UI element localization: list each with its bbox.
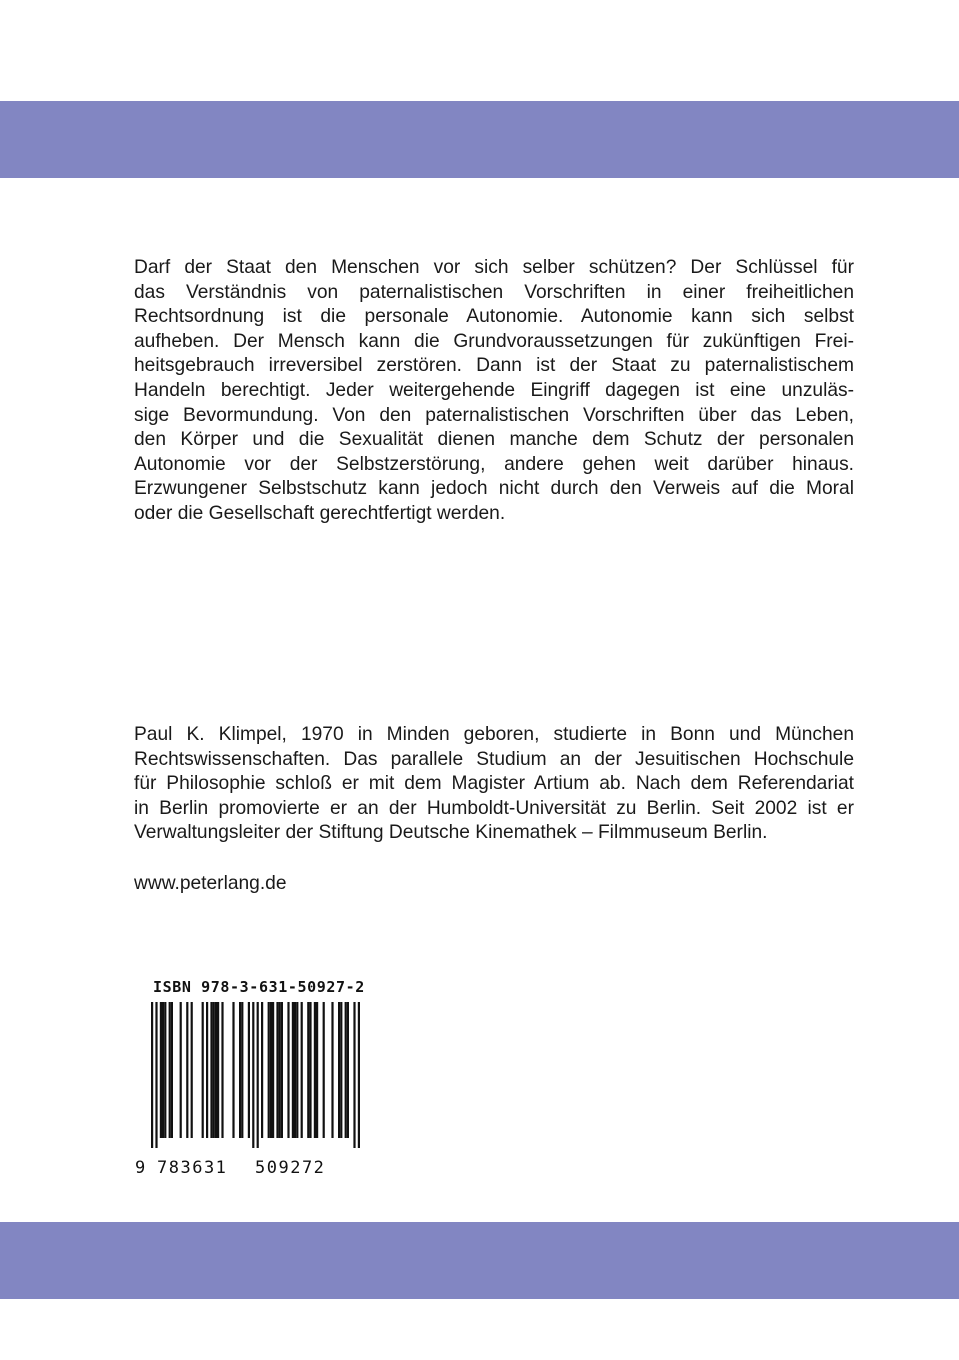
author-line: Rechtswissenschaften. Das parallele Studium an der Jesuitischen Hochschule — [134, 748, 854, 770]
barcode-bar — [162, 1002, 164, 1138]
barcode-bar — [316, 1002, 318, 1138]
barcode-bar — [268, 1002, 270, 1138]
barcode-bar — [155, 1002, 157, 1148]
blurb-line: Handeln berechtigt. Jeder weitergehende Eingriff dagegen ist eine unzuläs- — [134, 379, 854, 401]
blurb-line: das Verständnis von paternalistischen Vorschriften in einer freiheitlichen — [134, 281, 854, 303]
barcode-bar — [272, 1002, 274, 1138]
isbn-label: ISBN 978-3-631-50927-2 — [153, 978, 365, 996]
barcode-bar — [257, 1002, 259, 1148]
barcode-bar — [347, 1002, 349, 1138]
barcode-bar — [281, 1002, 283, 1138]
publisher-website[interactable] — [134, 872, 854, 897]
barcode-bar — [217, 1002, 219, 1138]
barcode-right-digits: 509272 — [255, 1158, 326, 1178]
barcode-first-digit: 9 — [135, 1158, 146, 1178]
bottom-color-band — [0, 1222, 959, 1299]
barcode-bar — [270, 1002, 272, 1138]
blurb-line: sige Bevormundung. Von den paternalistischen Vorschriften über das Leben, — [134, 404, 854, 426]
author-line: Verwaltungsleiter der Stiftung Deutsche Kinemathek – Filmmuseum Berlin. — [134, 822, 768, 844]
barcode-bar — [180, 1002, 182, 1138]
barcode-bar — [213, 1002, 215, 1138]
barcode-bar — [164, 1002, 166, 1138]
blurb-line: Autonomie vor der Selbstzerstörung, andere gehen weit darüber hinaus. — [134, 453, 854, 475]
barcode-bar — [307, 1002, 309, 1138]
barcode-bar — [314, 1002, 316, 1138]
blurb-line: heitsgebrauch irreversibel zerstören. Dann ist der Staat zu paternalistischem — [134, 355, 854, 377]
barcode-bar — [294, 1002, 296, 1138]
barcode-bar — [296, 1002, 298, 1138]
barcode-bar — [241, 1002, 243, 1138]
barcode-bar — [331, 1002, 333, 1138]
barcode-bar — [279, 1002, 281, 1138]
barcode-bar — [232, 1002, 234, 1138]
barcode-left-digits: 783631 — [157, 1158, 228, 1178]
blurb-line: aufheben. Der Mensch kann die Grundvoraussetzungen für zukünftigen Frei- — [134, 330, 854, 352]
barcode-bar — [338, 1002, 340, 1138]
barcode-bar — [171, 1002, 173, 1138]
barcode-bar — [358, 1002, 360, 1148]
barcode-bar — [206, 1002, 208, 1138]
author-line: Paul K. Klimpel, 1970 in Minden geboren, studierte in Bonn und München — [134, 724, 854, 745]
barcode-bar — [248, 1002, 250, 1138]
barcode-bar — [202, 1002, 204, 1138]
barcode-bar — [169, 1002, 171, 1138]
barcode-bar — [287, 1002, 289, 1138]
barcode-bar — [252, 1002, 254, 1148]
barcode-bar — [340, 1002, 342, 1138]
barcode-bar — [292, 1002, 294, 1138]
barcode-bar — [309, 1002, 311, 1138]
blurb-line: oder die Gesellschaft gerechtfertigt werden. — [134, 502, 506, 524]
barcode-bar — [215, 1002, 217, 1138]
author-bio — [134, 723, 854, 846]
barcode-bar — [353, 1002, 355, 1148]
barcode-bar — [151, 1002, 153, 1148]
barcode-bar — [345, 1002, 347, 1138]
barcode-bar — [191, 1002, 193, 1138]
blurb-line: den Körper und die Sexualität dienen manche dem Schutz der personalen — [134, 429, 854, 451]
barcode-bar — [301, 1002, 303, 1138]
author-line: in Berlin promovierte er an der Humboldt-Universität zu Berlin. Seit 2002 ist er — [134, 797, 854, 819]
barcode-bar — [186, 1002, 188, 1138]
blurb-line: Rechtsordnung ist die personale Autonomie. Autonomie kann sich selbst — [134, 306, 854, 328]
blurb-text — [134, 256, 854, 527]
barcode-bar — [160, 1002, 162, 1138]
isbn-barcode-block — [131, 978, 365, 1178]
barcode-bar — [210, 1002, 212, 1138]
barcode — [131, 1002, 361, 1178]
blurb-line: Darf der Staat den Menschen vor sich selber schützen? Der Schlüssel für — [134, 257, 854, 278]
barcode-bar — [239, 1002, 241, 1138]
top-color-band — [0, 101, 959, 178]
barcode-bar — [221, 1002, 223, 1138]
author-line: für Philosophie schloß er mit dem Magister Artium ab. Nach dem Referendariat — [134, 773, 854, 795]
barcode-bars — [151, 1002, 360, 1148]
barcode-bar — [323, 1002, 325, 1138]
barcode-bar — [261, 1002, 263, 1138]
website-link[interactable]: www.peterlang.de — [134, 873, 287, 894]
blurb-line: Erzwungener Selbstschutz kann jedoch nicht durch den Verweis auf die Moral — [134, 478, 854, 500]
barcode-bar — [276, 1002, 278, 1138]
